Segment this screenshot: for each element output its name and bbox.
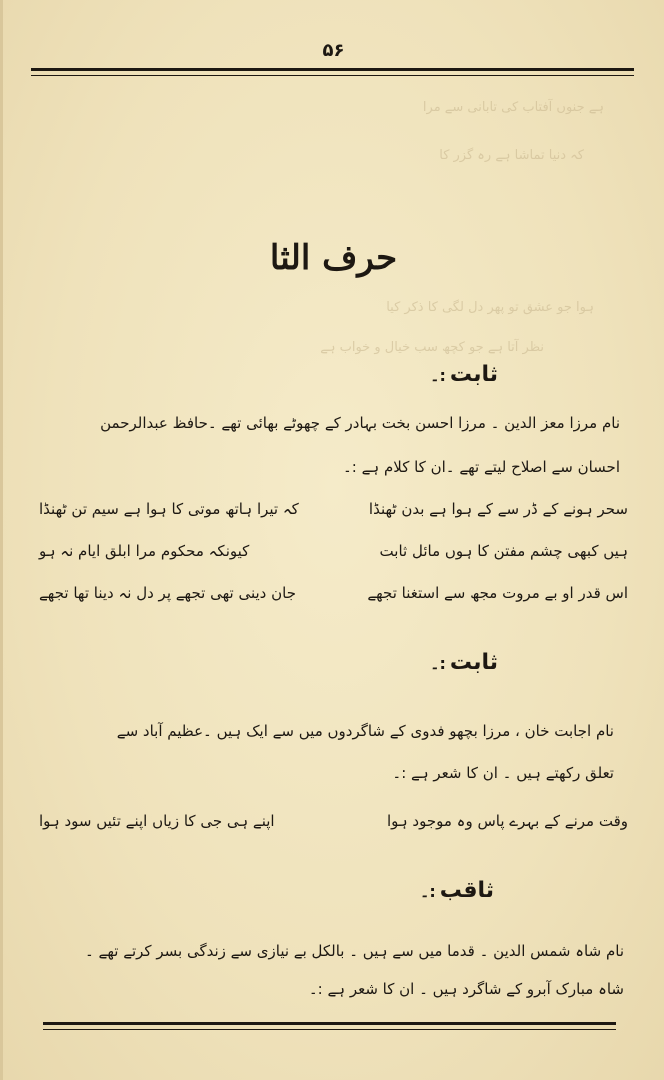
entry-prose-line: نام اجابت خان ، مرزا بچھو فدوی کے شاگردوں میں سے ایک ہیں ۔عظیم آباد سے [116, 722, 614, 740]
footer-rule-thin [43, 1029, 616, 1030]
couplet-second-line: جان دینی تھی تجھے پر دل نہ دینا تھا تجھے [39, 584, 296, 602]
header-rule-thick [31, 68, 634, 71]
heading-mark: :۔ [430, 366, 446, 385]
entry-prose-line: تعلق رکھتے ہیں ۔ ان کا شعر ہے :۔ [392, 764, 614, 782]
couplet-first-line: ہیں کبھی چشم مفتن کا ہوں مائل ثابت [379, 542, 628, 560]
couplet [39, 812, 628, 840]
entry-name: ثاقب [439, 878, 494, 903]
entry-heading [430, 650, 498, 675]
couplet-second-line: اپنے ہی جی کا زیاں اپنے تئیں سود ہوا [39, 812, 275, 830]
page-number: ۵۶ [322, 40, 345, 61]
entry-prose-line: شاہ مبارک آبرو کے شاگرد ہیں ۔ ان کا شعر ہے :۔ [308, 980, 624, 998]
footer-rule-thick [43, 1022, 616, 1025]
couplet-first-line: اس قدر او بے مروت مجھ سے استغنا تجھے [367, 584, 628, 602]
entry-heading [430, 362, 498, 387]
bleed-through-text: ہے جنوں آفتاب کی تابانی سے مرا [422, 100, 604, 115]
couplet-first-line: وقت مرنے کے بہرے پاس وہ موجود ہوا [386, 812, 628, 830]
entry-prose-line: نام شاہ شمس الدین ۔ قدما میں سے ہیں ۔ بالکل بے نیازی سے زندگی بسر کرتے تھے ۔ [84, 942, 624, 960]
couplet [39, 500, 628, 528]
entry-prose-line: احسان سے اصلاح لیتے تھے ۔ان کا کلام ہے :۔ [343, 458, 620, 476]
entry-prose-line: نام مرزا معز الدین ۔ مرزا احسن بخت بہادر کے چھوٹے بھائی تھے ۔حافظ عبدالرحمن [100, 414, 620, 432]
entry-heading [420, 878, 494, 903]
couplet [39, 584, 628, 612]
couplet-first-line: سحر ہونے کے ڈر سے کے ہوا ہے بدن ٹھنڈا [368, 500, 628, 518]
heading-mark: :۔ [430, 654, 446, 673]
entry-name: ثابت [449, 362, 498, 387]
heading-mark: :۔ [420, 882, 436, 901]
couplet-second-line: کیونکہ محکوم مرا ابلق ایام نہ ہو [39, 542, 250, 560]
bleed-through-text: کہ دنیا تماشا ہے رہ گزر کا [439, 148, 584, 163]
chapter-title: حرف الثا [269, 238, 398, 278]
entry-name: ثابت [449, 650, 498, 675]
couplet-second-line: کہ تیرا ہاتھ موتی کا ہوا ہے سیم تن ٹھنڈا [39, 500, 299, 518]
header-rule-thin [31, 75, 634, 76]
bleed-through-text: نظر آتا ہے جو کچھ سب خیال و خواب ہے [320, 340, 544, 355]
couplet [39, 542, 628, 570]
bleed-through-text: ہوا جو عشق تو پھر دل لگی کا ذکر کیا [386, 300, 594, 315]
